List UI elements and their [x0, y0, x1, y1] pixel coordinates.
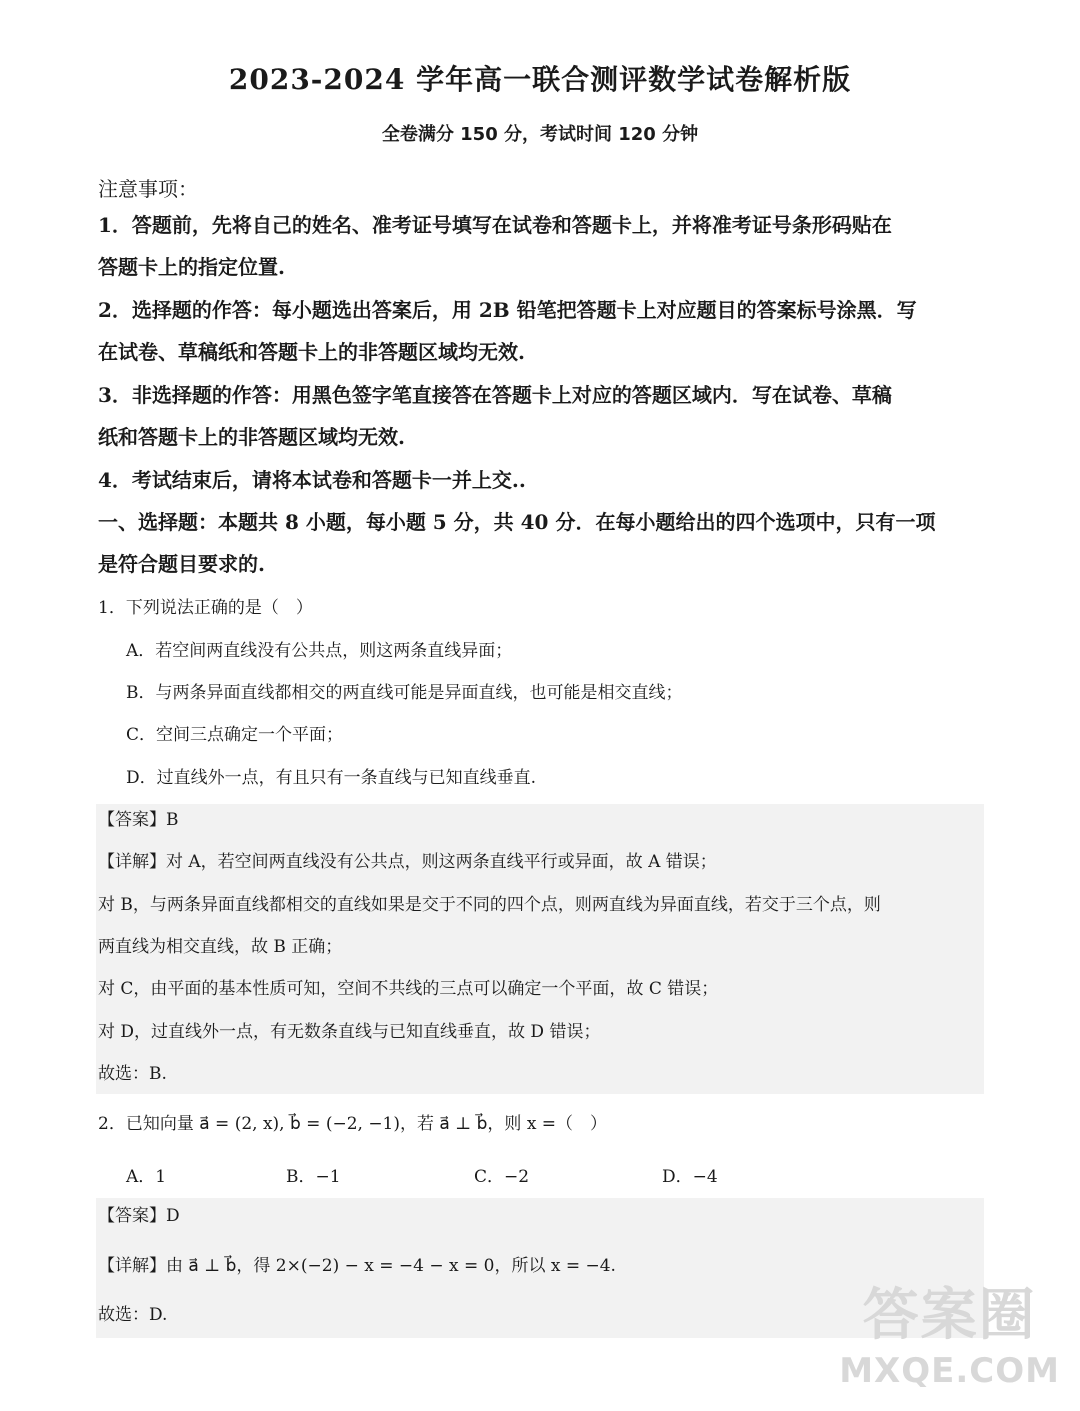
notice-item-2-line-2: 在试卷、草稿纸和答题卡上的非答题区域均无效. — [98, 340, 525, 364]
section-heading-line-2: 是符合题目要求的. — [98, 552, 265, 576]
section-heading-line-1: 一、选择题：本题共 8 小题，每小题 5 分，共 40 分．在每小题给出的四个选项中，只有一项 — [98, 510, 936, 534]
q1-option-c: C．空间三点确定一个平面； — [126, 725, 344, 745]
notice-item-1-line-1: 1．答题前，先将自己的姓名、准考证号填写在试卷和答题卡上，并将准考证号条形码贴在 — [98, 213, 892, 237]
notice-item-2-line-1: 2．选择题的作答：每小题选出答案后，用 2B 铅笔把答题卡上对应题目的答案标号涂黑．写 — [98, 298, 917, 322]
q2-option-a: A．1 — [126, 1167, 167, 1187]
notice-heading: 注意事项： — [98, 177, 198, 201]
page-title: 2023-2024 学年高一联合测评数学试卷解析版 — [228, 63, 852, 96]
q1-detail-d: 对 D，过直线外一点，有无数条直线与已知直线垂直，故 D 错误； — [98, 1022, 601, 1042]
watermark-text-en: MXQE.COM — [839, 1351, 1060, 1391]
q2-option-d: D．−4 — [662, 1167, 718, 1187]
page-subtitle: 全卷满分 150 分，考试时间 120 分钟 — [381, 124, 699, 145]
q1-detail-a: 【详解】对 A，若空间两直线没有公共点，则这两条直线平行或异面，故 A 错误； — [98, 852, 717, 872]
q2-stem: 2．已知向量 a⃗ = (2, x), b⃗ = (−2, −1)，若 a⃗ ⊥ b⃗，则 x =（ ） — [98, 1114, 608, 1134]
notice-item-4: 4．考试结束后，请将本试卷和答题卡一并上交.. — [98, 468, 526, 492]
q1-stem: 1．下列说法正确的是（ ） — [98, 598, 313, 618]
q1-answer: 【答案】B — [98, 810, 179, 830]
q2-answer: 【答案】D — [98, 1206, 180, 1226]
q1-conclusion: 故选：B. — [98, 1064, 167, 1084]
q2-conclusion: 故选：D. — [98, 1305, 168, 1325]
q1-option-a: A．若空间两直线没有公共点，则这两条直线异面； — [126, 641, 513, 661]
q1-option-d: D．过直线外一点，有且只有一条直线与已知直线垂直. — [126, 768, 537, 788]
q2-option-b: B．−1 — [286, 1167, 341, 1187]
q1-detail-b-line-2: 两直线为相交直线，故 B 正确； — [98, 937, 343, 957]
q2-option-c: C．−2 — [474, 1167, 530, 1187]
q1-detail-b-line-1: 对 B，与两条异面直线都相交的直线如果是交于不同的四个点，则两直线为异面直线，若交于三个点，则 — [98, 895, 881, 915]
notice-item-3-line-2: 纸和答题卡上的非答题区域均无效. — [98, 425, 405, 449]
notice-item-1-line-2: 答题卡上的指定位置. — [98, 255, 285, 279]
q2-detail: 【详解】由 a⃗ ⊥ b⃗，得 2×(−2) − x = −4 − x = 0，所以 x = −4. — [98, 1256, 616, 1276]
watermark-logo — [839, 1271, 1060, 1391]
q1-detail-c: 对 C，由平面的基本性质可知，空间不共线的三点可以确定一个平面，故 C 错误； — [98, 979, 719, 999]
q1-option-b: B．与两条异面直线都相交的两直线可能是异面直线，也可能是相交直线； — [126, 683, 683, 703]
notice-item-3-line-1: 3．非选择题的作答：用黑色签字笔直接答在答题卡上对应的答题区域内．写在试卷、草稿 — [98, 383, 892, 407]
watermark-text-cn: 答案圈 — [862, 1283, 1037, 1348]
